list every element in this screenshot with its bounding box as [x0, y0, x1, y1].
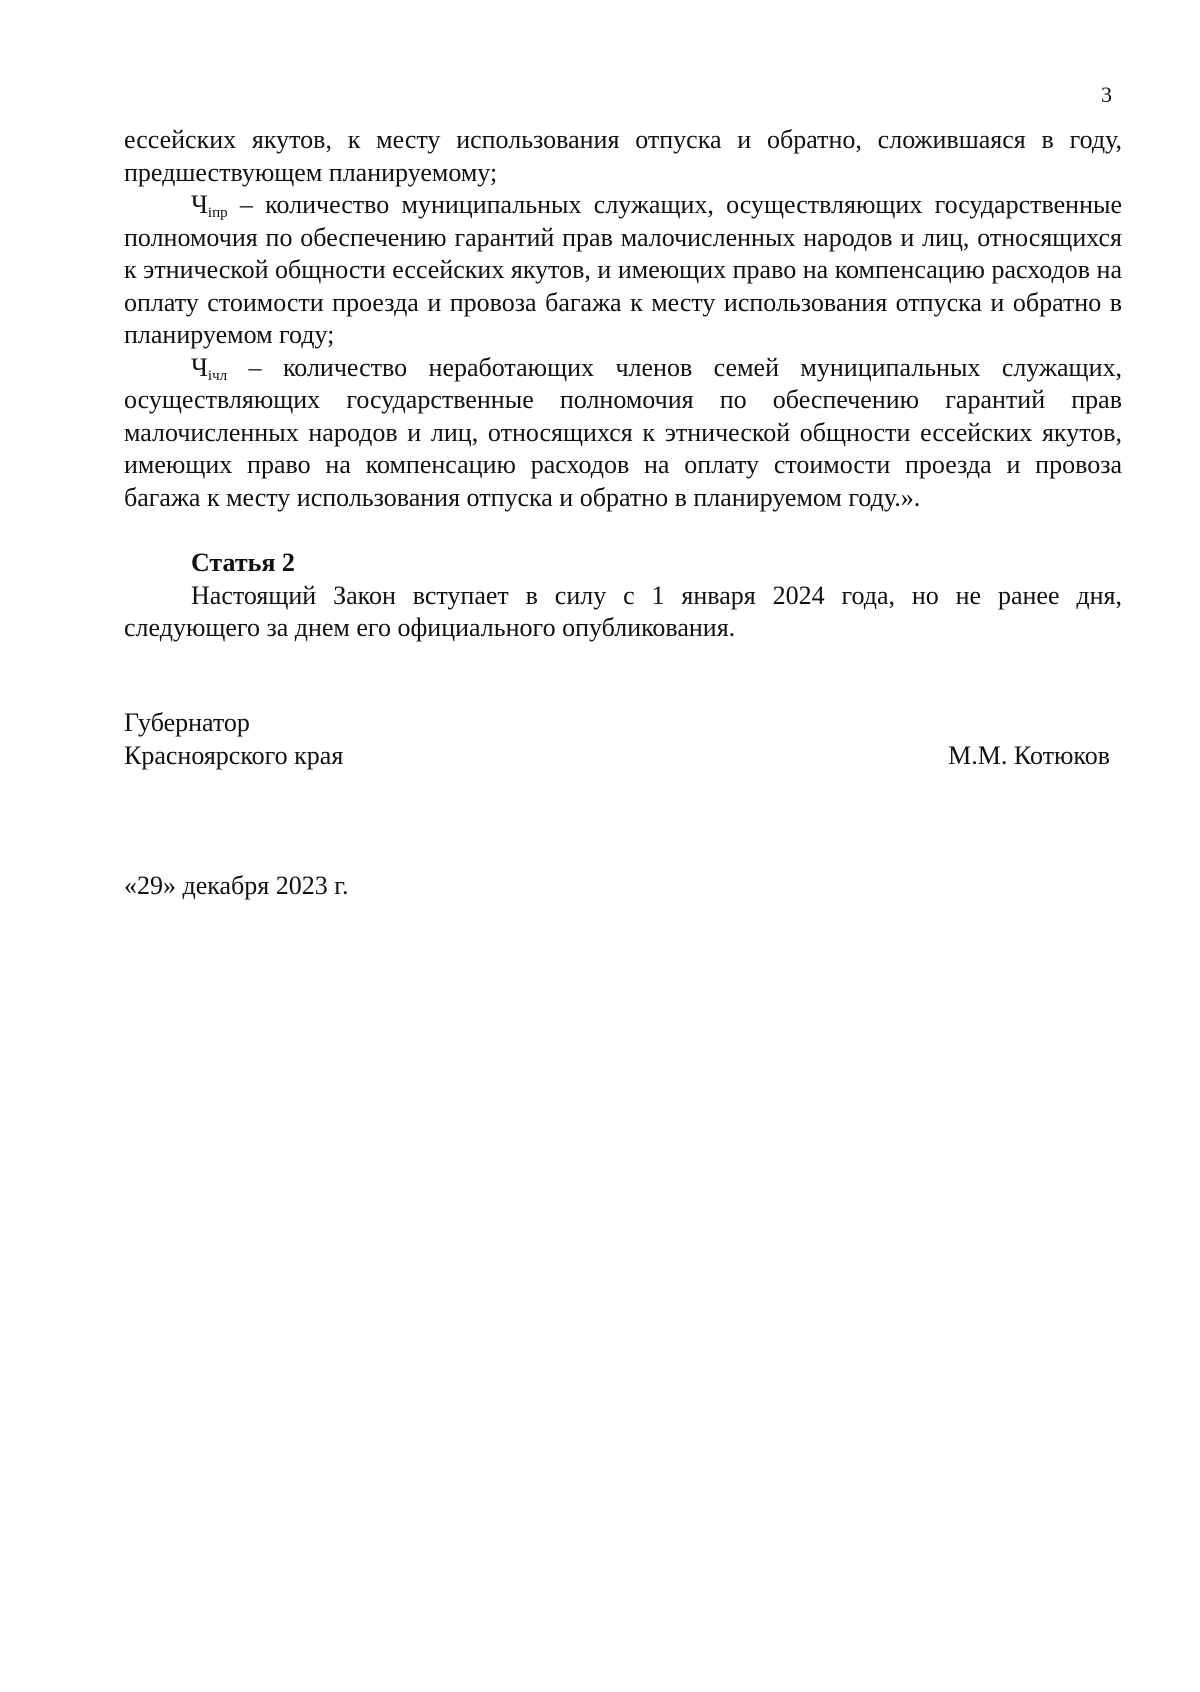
variable-definition: – количество неработающих членов семей муниципальных служащих, осуществляющих государственные полномочия по обеспечению гарантий прав малочисленных народов и лиц, относящихся к этнической общности ессейских якутов, имеющих право на компенсацию расходов на оплату стоимости проезда и провоза багажа к месту использования отпуска и обратно в планируемом году.».: [124, 352, 1122, 512]
variable-subscript: iпр: [207, 205, 228, 221]
signature-block: [124, 707, 1122, 772]
variable-symbol: Ч: [191, 352, 208, 382]
page-number: 3: [1101, 82, 1112, 107]
article-text: Настоящий Закон вступает в силу с 1 января 2024 года, но не ранее дня, следующего за днем его официального опубликования.: [124, 580, 1122, 642]
variable-definition: – количество муниципальных служащих, осуществляющих государственные полномочия по обеспечению гарантий прав малочисленных народов и лиц, относящихся к этнической общности ессейских якутов, и имеющих право на компенсацию расходов на оплату стоимости проезда и провоза багажа к месту использования отпуска и обратно в планируемом году;: [124, 190, 1122, 349]
article-heading: Статья 2: [191, 548, 295, 577]
document-body: [124, 124, 1122, 645]
variable-symbol: Ч: [191, 190, 208, 219]
paragraph-variable-chpr: [124, 189, 1122, 352]
signatory-title-line1: Губернатор: [124, 708, 250, 737]
signatory-name: М.М. Котюков: [948, 740, 1110, 770]
paragraph-continuation: ессейских якутов, к месту использования отпуска и обратно, сложившаяся в году, предшествующем планируемому;: [124, 125, 1122, 187]
paragraph-variable-chchl: [124, 352, 1122, 515]
signatory-title-line2: Красноярского края: [124, 740, 344, 770]
variable-subscript: iчл: [207, 367, 228, 384]
document-date: «29» декабря 2023 г.: [124, 871, 349, 900]
